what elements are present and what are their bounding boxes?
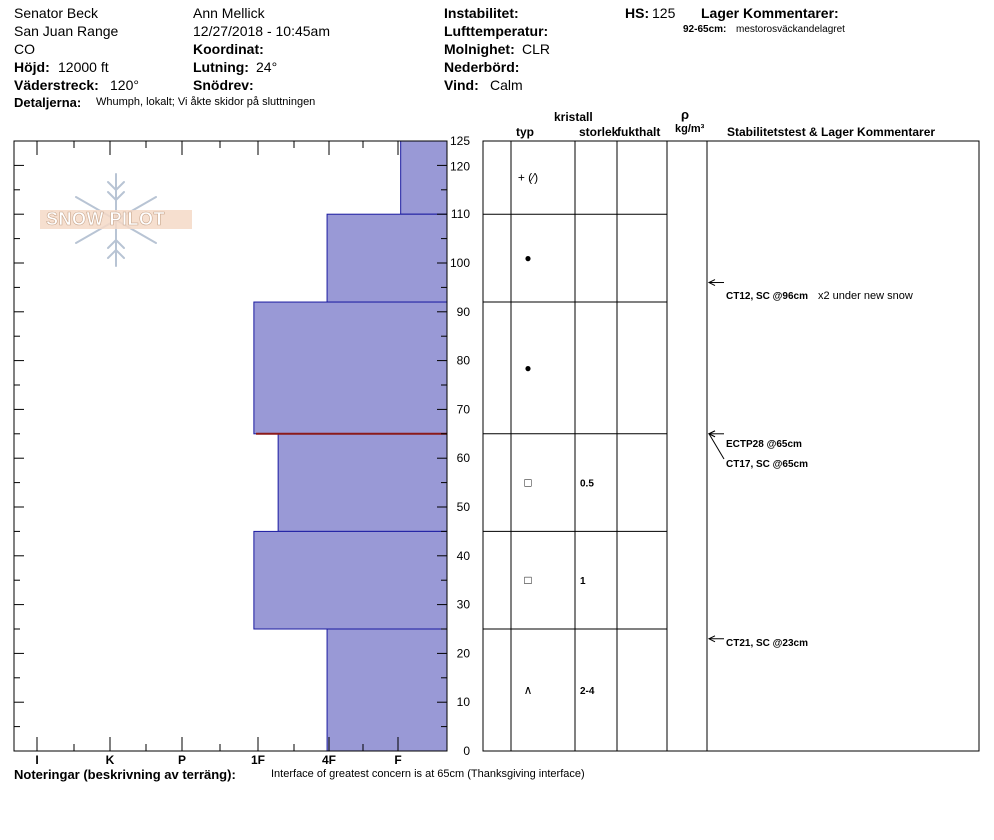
layer-bar-1 (327, 214, 447, 302)
hojd-label: Höjd: (14, 59, 50, 75)
grain-symbol-2: ● (524, 360, 532, 375)
depth-label-20: 20 (456, 646, 470, 661)
lager-comment-text: mestorosväckandelagret (736, 24, 845, 35)
depth-label-30: 30 (456, 597, 470, 612)
stability-arrow-2 (709, 434, 724, 459)
hs-value: 125 (652, 5, 676, 21)
lager-comment-range: 92-65cm: (683, 24, 727, 35)
grain-symbol-1: ● (524, 251, 532, 266)
col-storlek: storlek (579, 125, 619, 139)
location: Senator Beck (14, 5, 99, 21)
grain-symbol-4: □ (524, 573, 532, 588)
grain-symbol-0: + (⁄) (517, 170, 539, 185)
nederbord-label: Nederbörd: (444, 59, 520, 75)
instabilitet-label: Instabilitet: (444, 5, 519, 21)
hs-label: HS: (625, 5, 650, 21)
grain-size-4: 1 (580, 576, 586, 588)
stability-test-1: ECTP28 @65cm (726, 439, 802, 450)
detaljerna-label: Detaljerna: (14, 95, 82, 110)
koordinat-label: Koordinat: (193, 41, 264, 57)
stability-test-extra-0: x2 under new snow (818, 290, 913, 302)
hardness-label-4F: 4F (321, 753, 337, 767)
col-rho: ρ (681, 107, 690, 122)
lutning-value: 24° (256, 59, 278, 75)
depth-label-10: 10 (456, 695, 470, 710)
logo-text: SNOW PILOT (46, 209, 165, 229)
depth-label-0: 0 (463, 744, 470, 758)
datetime: 12/27/2018 - 10:45am (193, 23, 330, 39)
layer-bar-2 (254, 302, 447, 434)
layer-bar-4 (254, 531, 447, 629)
vaderstreck-value: 120° (110, 77, 139, 93)
lufttemperatur-label: Lufttemperatur: (444, 23, 549, 39)
depth-label-40: 40 (456, 548, 470, 563)
stability-test-0: CT12, SC @96cm (726, 291, 809, 302)
vind-label: Vind: (444, 77, 479, 93)
layer-bar-3 (278, 434, 447, 532)
vaderstreck-label: Väderstreck: (14, 77, 99, 93)
hojd-value: 12000 ft (58, 59, 109, 75)
hardness-label-K: K (105, 753, 115, 767)
grain-size-5: 2-4 (580, 686, 595, 697)
depth-label-110: 110 (450, 207, 470, 222)
hardness-label-P: P (177, 753, 187, 767)
col-density-unit: kg/m³ (675, 123, 705, 135)
layer-bar-0 (401, 141, 447, 214)
hardness-label-I: I (35, 753, 39, 767)
observer: Ann Mellick (193, 5, 265, 21)
depth-label-120: 120 (449, 159, 470, 174)
stability-test-3: CT21, SC @23cm (726, 638, 809, 649)
notes-text: Interface of greatest concern is at 65cm (Thanksgiving interface) (271, 768, 585, 780)
detaljerna-value: Whumph, lokalt; Vi åkte skidor på sluttningen (96, 96, 316, 108)
notes-label: Noteringar (beskrivning av terräng): (14, 767, 236, 782)
depth-label-100: 100 (449, 256, 470, 270)
grain-symbol-5: ∧ (523, 683, 533, 697)
vind-value: Calm (490, 77, 523, 93)
col-kristall: kristall (554, 110, 593, 124)
col-typ: typ (516, 125, 534, 139)
col-stability: Stabilitetstest & Lager Kommentarer (727, 125, 936, 139)
col-fukthalt: fukthalt (617, 125, 661, 139)
depth-label-60: 60 (456, 451, 470, 466)
lager-kommentarer-label: Lager Kommentarer: (701, 5, 839, 21)
depth-label-70: 70 (456, 402, 470, 417)
layer-bar-5 (327, 629, 447, 751)
depth-label-50: 50 (456, 500, 470, 514)
depth-label-80: 80 (456, 353, 470, 368)
depth-label-125: 125 (449, 134, 470, 148)
grain-size-3: 0.5 (580, 478, 594, 490)
grain-symbol-3: □ (524, 475, 532, 490)
lutning-label: Lutning: (193, 59, 249, 75)
snodrev-label: Snödrev: (193, 77, 254, 93)
range: San Juan Range (14, 23, 119, 39)
hardness-label-1F: 1F (250, 753, 266, 767)
depth-label-90: 90 (456, 304, 470, 319)
state: CO (14, 41, 35, 57)
stability-test-2: CT17, SC @65cm (726, 459, 809, 470)
hardness-label-F: F (394, 753, 402, 767)
molnighet-value: CLR (522, 41, 551, 57)
molnighet-label: Molnighet: (444, 41, 515, 57)
